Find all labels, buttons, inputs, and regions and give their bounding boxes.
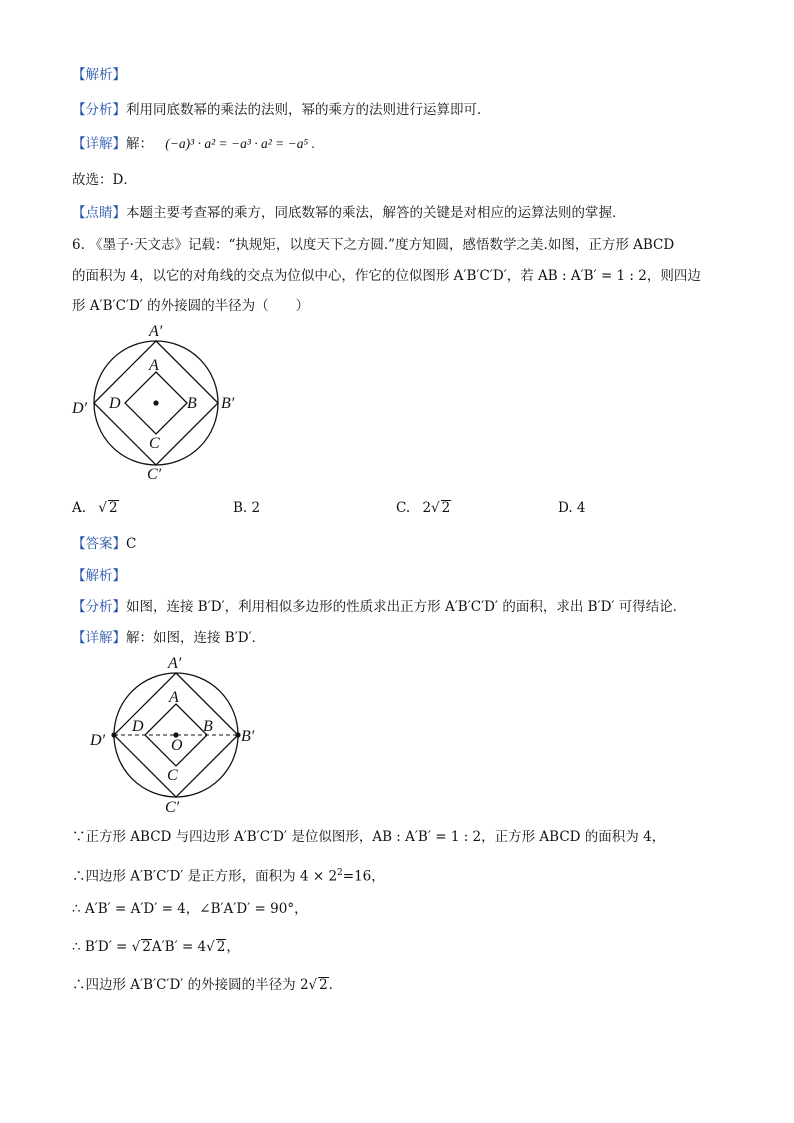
jiexi-heading-2: 【解析】 <box>72 568 126 584</box>
step-5-end: ． <box>328 977 343 993</box>
step-5-text: ∴四边形 A′B′C′D′ 的外接圆的半径为 2 <box>72 977 309 993</box>
label-D-prime: D′ <box>72 400 88 417</box>
label2-D-prime: D′ <box>90 732 106 749</box>
label-D: D <box>109 395 121 412</box>
detail-formula: (−a)³ · a² = −a³ · a² = −a⁵ . <box>165 136 315 151</box>
option-c-coef: 2 <box>422 500 432 516</box>
point-B-prime <box>235 732 240 737</box>
option-d: D. 4 <box>558 500 586 516</box>
center-dot <box>153 400 158 405</box>
label-C: C <box>149 435 160 452</box>
dianjing-line <box>72 204 626 222</box>
detail-tag: 【详解】 <box>72 136 126 152</box>
detail-tag-2: 【详解】 <box>72 630 126 646</box>
step-4-root-2: 2 <box>216 939 226 955</box>
label-A-prime: A′ <box>149 323 163 340</box>
option-c-value: 2 <box>441 500 451 516</box>
label-C-prime: C′ <box>147 466 162 483</box>
step-5-root: 2 <box>319 977 328 993</box>
option-c: C. 2√ 2 <box>396 500 451 516</box>
step-4-root-1: 2 <box>142 939 151 955</box>
analysis-tag-2: 【分析】 <box>72 599 126 615</box>
label2-B: B <box>203 718 213 735</box>
question-line-3: 形 A′B′C′D′ 的外接圆的半径为（ ） <box>72 298 310 314</box>
step-3: ∴ A′B′ = A′D′ = 4，∠B′A′D′ = 90°， <box>72 901 308 917</box>
step-2-result: =16， <box>342 868 385 885</box>
detail-text-2: 解：如图，连接 B′D′． <box>126 630 266 646</box>
label2-C: C <box>167 767 178 784</box>
detail-line-2 <box>72 629 265 647</box>
analysis-text-2: 如图，连接 B′D′，利用相似多边形的性质求出正方形 A′B′C′D′ 的面积，求出 B′D′ 可得结论． <box>126 599 687 615</box>
detail-line <box>72 135 315 153</box>
step-4: ∴ B′D′ = √ 2A′B′ = 4√ 2， <box>72 939 240 955</box>
step-5: ∴四边形 A′B′C′D′ 的外接圆的半径为 2√ 2． <box>72 977 343 993</box>
jiexi-heading: 【解析】 <box>72 67 126 83</box>
analysis-line-2 <box>72 598 686 616</box>
step-2-exponent: 2 <box>337 868 343 878</box>
dianjing-tag: 【点睛】 <box>72 205 126 221</box>
answer-tag: 【答案】 <box>72 536 126 552</box>
label2-A: A <box>169 689 179 706</box>
choice-line: 故选：D． <box>72 172 137 188</box>
option-a-value: 2 <box>108 500 118 516</box>
label-B: B <box>187 395 197 412</box>
question-line-1: 6. 《墨子·天文志》记载：“执规矩，以度天下之方圆.”度方知圆，感悟数学之美.如图，正方形 ABCD <box>72 237 675 253</box>
label-A: A <box>149 357 159 374</box>
label2-O: O <box>171 737 183 754</box>
step-2 <box>72 864 385 886</box>
step-1: ∵正方形 ABCD 与四边形 A′B′C′D′ 是位似图形，AB : A′B′ = 1 : 2，正方形 ABCD 的面积为 4， <box>72 829 666 845</box>
label2-D: D <box>132 718 144 735</box>
option-a-label: A. <box>72 500 87 516</box>
dianjing-text: 本题主要考查幂的乘方，同底数幂的乘法，解答的关键是对相应的运算法则的掌握． <box>126 205 626 221</box>
question-line-2: 的面积为 4，以它的对角线的交点为位似中心，作它的位似图形 A′B′C′D′，若 AB : A′B′ = 1 : 2，则四边 <box>72 268 701 284</box>
analysis-text: 利用同底数幂的乘法的法则，幂的乘方的法则进行运算即可． <box>126 102 491 118</box>
option-a: A. √ 2 <box>72 500 118 516</box>
figure-1 <box>65 320 255 485</box>
answer-value: C <box>126 536 137 552</box>
option-c-label: C. <box>396 500 411 516</box>
answer-line <box>72 535 136 553</box>
option-b: B. 2 <box>233 500 261 516</box>
figure-2 <box>85 652 275 817</box>
analysis-tag: 【分析】 <box>72 102 126 118</box>
step-4-mid: A′B′ = 4 <box>151 939 207 955</box>
step-2-text: ∴四边形 A′B′C′D′ 是正方形，面积为 4 × 2 <box>72 868 338 885</box>
analysis-line <box>72 101 491 119</box>
label2-B-prime: B′ <box>241 728 255 745</box>
label-B-prime: B′ <box>221 395 235 412</box>
detail-text: 解： <box>126 136 153 152</box>
label2-C-prime: C′ <box>165 799 180 816</box>
step-4-text: ∴ B′D′ = <box>72 939 132 955</box>
point-D-prime <box>111 732 116 737</box>
step-4-end: ， <box>226 939 240 955</box>
label2-A-prime: A′ <box>168 655 182 672</box>
